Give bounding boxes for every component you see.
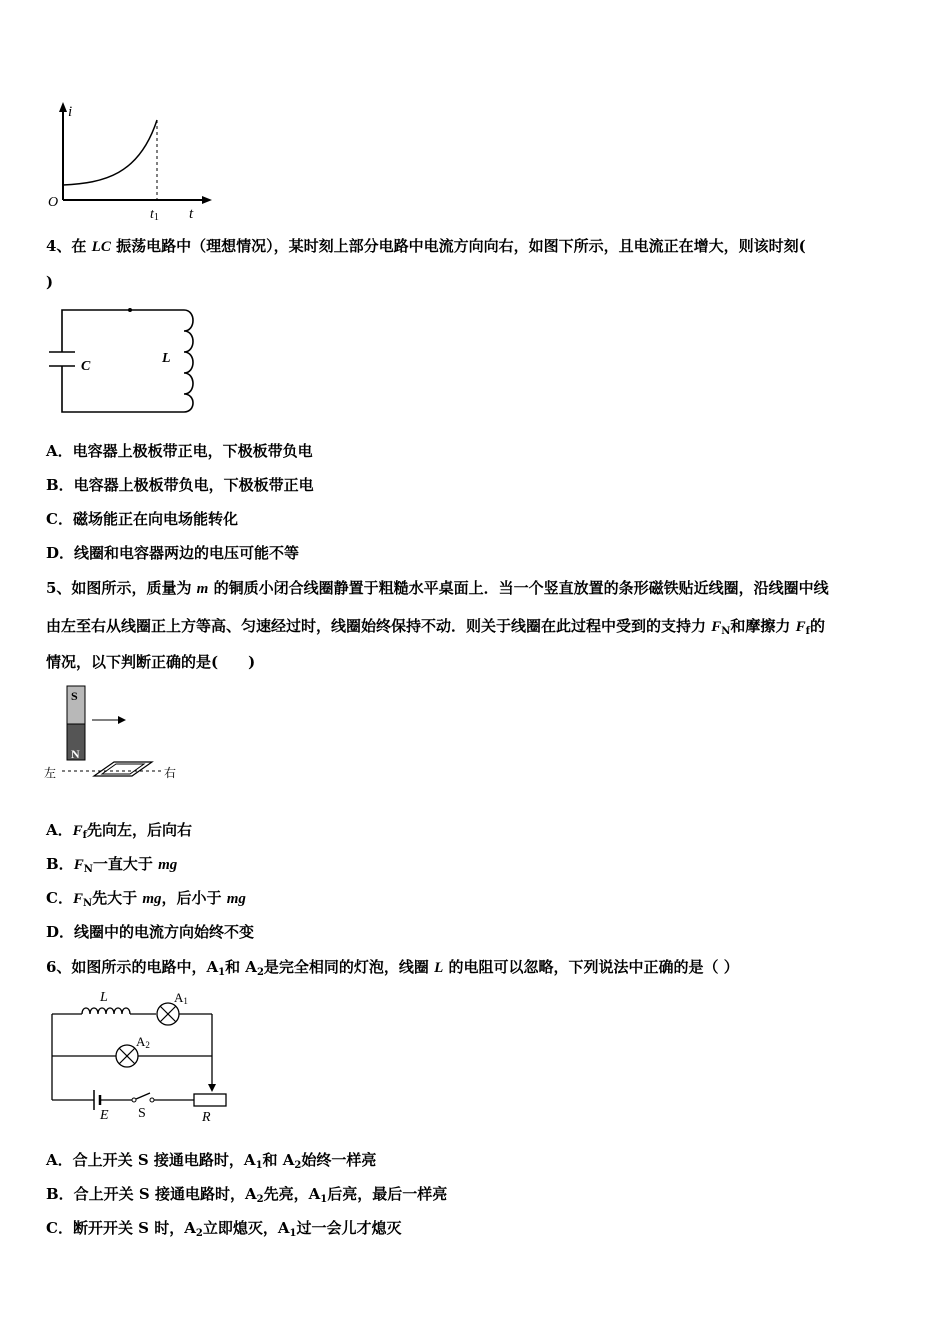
q6-option-c: C．断开开关 S 时，$A_2$立即熄灭，$A_1$过一会儿才熄灭 (46, 1219, 402, 1239)
q6-option-a: A．合上开关 S 接通电路时，$A_1$和 $A_2$始终一样亮 (46, 1151, 377, 1171)
magnet-n-label: N (71, 747, 80, 761)
q5-stem-line2: 由左至右从线圈正上方等高、匀速经过时，线圈始终保持不动．则关于线圈在此过程中受到的支持力 $F_N$和摩擦力 $F_f$的 (46, 617, 825, 637)
q4-stem-line2: ) (46, 273, 54, 291)
resistor-r-label: R (202, 1110, 211, 1125)
lamp-a1-label: A1 (174, 990, 188, 1006)
right-label: 右 (164, 766, 177, 780)
magnet-s-label: S (71, 689, 78, 703)
origin-label: O (48, 195, 59, 210)
q5-stem-line3: 情况，以下判断正确的是( ) (46, 653, 256, 671)
current-time-graph (44, 100, 214, 225)
q4-option-a: A．电容器上极板带正电，下极板带负电 (46, 442, 313, 460)
q5-option-b: B．$F_N$一直大于 mg (46, 855, 178, 875)
q5-stem-line1: 5、如图所示，质量为 m 的铜质小闭合线圈静置于粗糙水平桌面上．当一个竖直放置的条形磁铁贴近线圈，沿线圈中线 (46, 579, 829, 597)
switch-s-label: S (138, 1106, 146, 1121)
q4-option-d: D．线圈和电容器两边的电压可能不等 (46, 544, 300, 562)
inductor-l-label: L (100, 990, 108, 1005)
axis-t-label: t (189, 206, 194, 222)
inductor-label: L (162, 351, 171, 366)
q6-stem: 6、如图所示的电路中，$A_1$和 $A_2$是完全相同的灯泡，线圈 L 的电阻可以忽略，下列说法中正确的是（ ） (46, 958, 739, 978)
lc-circuit-diagram (44, 300, 204, 420)
q4-stem-line1: 4、在 LC 振荡电路中（理想情况），某时刻上部分电路中电流方向向右，如图下所示，且电流正在增大，则该时刻( (46, 237, 806, 255)
battery-e-label: E (100, 1108, 109, 1123)
q4-option-c: C．磁场能正在向电场能转化 (46, 510, 238, 528)
direction-arrow-icon (118, 716, 126, 724)
lamp-circuit-diagram (44, 984, 234, 1124)
q5-option-d: D．线圈中的电流方向始终不变 (46, 923, 255, 941)
left-label: 左 (44, 766, 57, 780)
capacitor-label: C (81, 359, 91, 374)
lamp-a2-label: A2 (136, 1034, 150, 1050)
t1-label: t1 (150, 207, 159, 223)
q5-option-a: A．$F_f$先向左，后向右 (46, 821, 192, 841)
magnet-coil-diagram (44, 684, 194, 784)
q6-option-b: B．合上开关 S 接通电路时，$A_2$先亮，$A_1$后亮，最后一样亮 (46, 1185, 448, 1205)
axis-i-label: i (68, 104, 73, 120)
q5-option-c: C．$F_N$先大于 mg，后小于 mg (46, 889, 246, 909)
q4-option-b: B．电容器上极板带负电，下极板带正电 (46, 476, 314, 494)
